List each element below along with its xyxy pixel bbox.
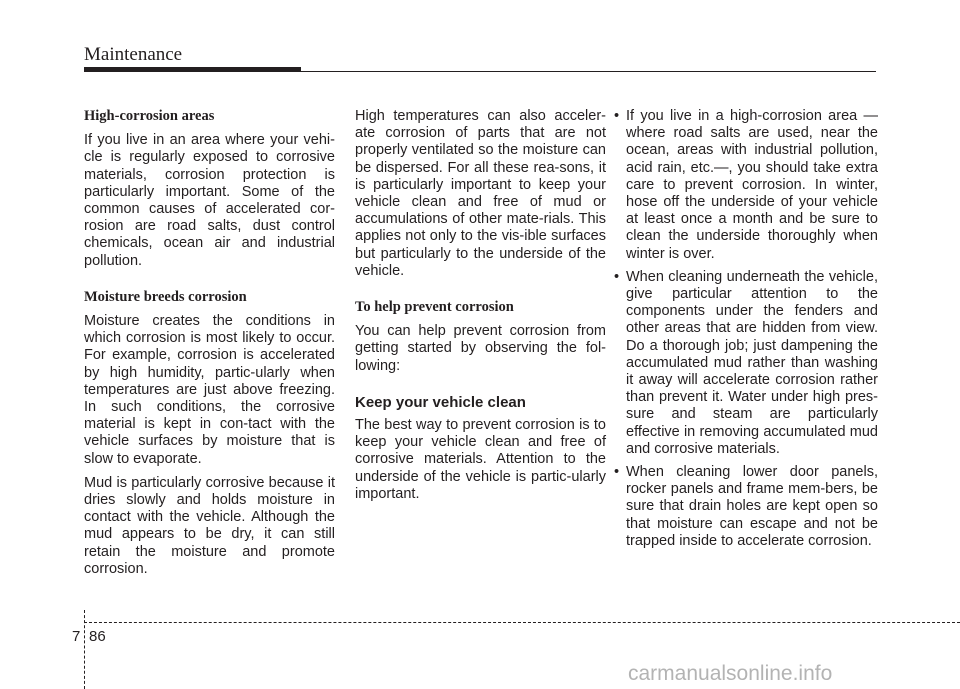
column-middle	[355, 108, 606, 510]
heading-high-corrosion-areas: High-corrosion areas	[84, 108, 215, 124]
paragraph-mud: Mud is particularly corrosive because it dries slowly and holds moisture in contact with the vehicle. Although the mud appears to be dry, it can still retain the moisture and promote corrosion.	[84, 474, 335, 577]
cleaning-tips-list	[614, 108, 878, 550]
page-number: 86	[89, 628, 106, 645]
section-title: Maintenance	[84, 44, 183, 65]
list-item: • When cleaning underneath the vehicle, give particular attention to the components under the fenders and other areas that are hidden from view. Do a thorough job; just dampening the accumulated mud rather than washing it away will accelerate corrosion rather than prevent it. Water under high pres-sure and steam are particularly effective in removing accumulated mud and corrosive materials.	[614, 269, 878, 458]
watermark: carmanualsonline.info	[628, 662, 833, 685]
footer-horizontal-rule	[84, 622, 960, 623]
paragraph-prevent-intro: You can help prevent corrosion from getting started by observing the fol-lowing:	[355, 323, 606, 374]
paragraph-moisture: Moisture creates the conditions in which corrosion is most likely to occur. For example, corrosion is accelerated by high humidity, partic-ularly when temperatures are just above freezing. In such conditions, the corrosive material is kept in con-tact with the vehicle surfaces by moisture that is slow to evaporate.	[84, 313, 335, 467]
column-right	[614, 108, 878, 556]
chapter-number: 7	[72, 628, 81, 645]
heading-help-prevent-corrosion: To help prevent corrosion	[355, 299, 514, 316]
paragraph-high-corrosion: If you live in an area where your vehi-cle is regularly exposed to corrosive materials, corrosion protection is particularly important. Some of the common causes of accelerated cor-rosion are road salts, dust control chemicals, ocean air and industrial pollution.	[84, 132, 335, 269]
heading-keep-vehicle-clean: Keep your vehicle clean	[355, 393, 526, 411]
paragraph-keep-clean: The best way to prevent corrosion is to keep your vehicle clean and free of corrosive materials. Attention to the underside of the vehicle is partic-ularly important.	[355, 417, 606, 502]
heading-moisture-breeds-corrosion: Moisture breeds corrosion	[84, 288, 247, 305]
header-rule-thin	[84, 71, 876, 72]
column-left	[84, 108, 335, 585]
list-item: • If you live in a high-corrosion area — where road salts are used, near the ocean, areas with industrial pollution, acid rain, etc.—, you should take extra care to prevent corrosion. In winter, hose off the underside of your vehicle at least once a month and be sure to clean the underside thoroughly when winter is over.	[614, 108, 878, 263]
paragraph-high-temperatures: High temperatures can also acceler-ate corrosion of parts that are not properly ventilated so the moisture can be dispersed. For all these rea-sons, it is particularly important to keep your vehicle clean and free of mud or accumulations of other mate-rials. This applies not only to the vis-ible surfaces but particularly to the underside of the vehicle.	[355, 108, 606, 279]
list-item: • When cleaning lower door panels, rocker panels and frame mem-bers, be sure that drain holes are kept open so that moisture can escape and not be trapped inside to accelerate corrosion.	[614, 464, 878, 550]
